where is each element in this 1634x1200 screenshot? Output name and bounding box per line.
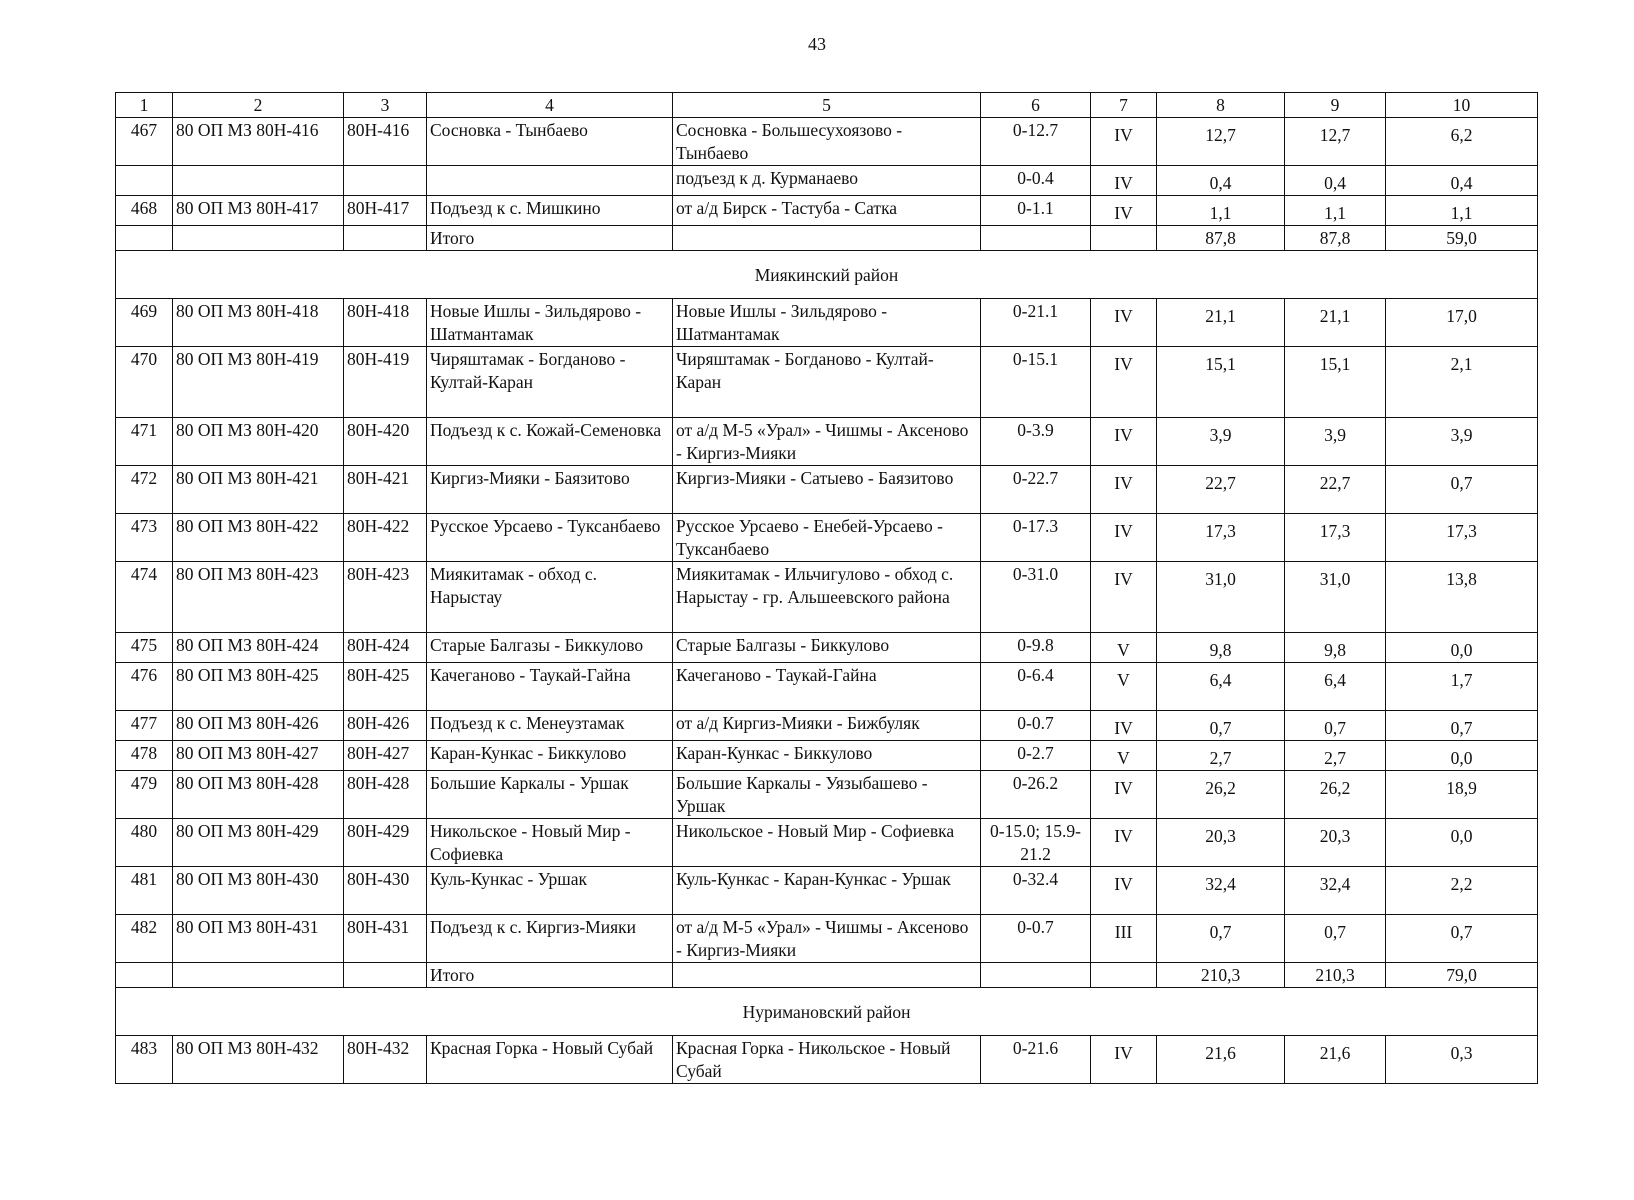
road-km: 0-22.7	[981, 466, 1091, 514]
road-code: 80 ОП МЗ 80Н-418	[173, 299, 344, 347]
road-code: 80 ОП МЗ 80Н-420	[173, 418, 344, 466]
road-km: 0-26.2	[981, 771, 1091, 819]
header-cell: 1	[116, 93, 173, 118]
table-row	[116, 633, 1538, 663]
header-cell: 3	[344, 93, 427, 118]
road-category: IV	[1091, 118, 1157, 166]
road-code: 80 ОП МЗ 80Н-422	[173, 514, 344, 562]
length-col9: 0,4	[1285, 166, 1386, 196]
length-col10: 2,2	[1386, 867, 1538, 915]
road-short-code: 80Н-424	[344, 633, 427, 663]
table-row	[116, 711, 1538, 741]
road-name: Чиряштамак - Богданово - Култай-Каран	[427, 347, 673, 418]
empty-cell	[116, 226, 173, 251]
length-col10: 2,1	[1386, 347, 1538, 418]
road-code: 80 ОП МЗ 80Н-416	[173, 118, 344, 166]
row-number: 483	[116, 1036, 173, 1084]
row-number: 477	[116, 711, 173, 741]
road-code: 80 ОП МЗ 80Н-423	[173, 562, 344, 633]
row-number: 467	[116, 118, 173, 166]
row-number	[116, 166, 173, 196]
row-number: 479	[116, 771, 173, 819]
table-row	[116, 196, 1538, 226]
header-row	[116, 93, 1538, 118]
road-category: IV	[1091, 562, 1157, 633]
total-col8: 87,8	[1157, 226, 1285, 251]
total-col9: 87,8	[1285, 226, 1386, 251]
road-name: Миякитамак - обход с. Нарыстау	[427, 562, 673, 633]
road-category: IV	[1091, 771, 1157, 819]
road-name: Никольское - Новый Мир - Софиевка	[427, 819, 673, 867]
road-category: IV	[1091, 514, 1157, 562]
road-name: Русское Урсаево - Туксанбаево	[427, 514, 673, 562]
row-number: 478	[116, 741, 173, 771]
header-cell: 2	[173, 93, 344, 118]
total-label: Итого	[427, 226, 673, 251]
header-cell: 4	[427, 93, 673, 118]
row-number: 473	[116, 514, 173, 562]
row-number: 471	[116, 418, 173, 466]
row-number: 480	[116, 819, 173, 867]
length-col10: 0,7	[1386, 711, 1538, 741]
road-name: Подъезд к с. Кожай-Семеновка	[427, 418, 673, 466]
empty-cell	[673, 226, 981, 251]
length-col9: 31,0	[1285, 562, 1386, 633]
road-name: Сосновка - Тынбаево	[427, 118, 673, 166]
length-col8: 3,9	[1157, 418, 1285, 466]
length-col10: 3,9	[1386, 418, 1538, 466]
road-route: Миякитамак - Ильчигулово - обход с. Нарыстау - гр. Альшеевского района	[673, 562, 981, 633]
empty-cell	[344, 963, 427, 988]
table-row	[116, 915, 1538, 963]
road-route: Сосновка - Большесухоязово - Тынбаево	[673, 118, 981, 166]
district-row	[116, 251, 1538, 299]
empty-cell	[1091, 226, 1157, 251]
road-short-code: 80Н-418	[344, 299, 427, 347]
table-row	[116, 867, 1538, 915]
road-route: от а/д М-5 «Урал» - Чишмы - Аксеново - Киргиз-Мияки	[673, 418, 981, 466]
road-name: Красная Горка - Новый Субай	[427, 1036, 673, 1084]
length-col9: 0,7	[1285, 915, 1386, 963]
length-col10: 17,0	[1386, 299, 1538, 347]
road-short-code: 80Н-416	[344, 118, 427, 166]
road-route: Новые Ишлы - Зильдярово - Шатмантамак	[673, 299, 981, 347]
road-km: 0-1.1	[981, 196, 1091, 226]
road-category: III	[1091, 915, 1157, 963]
length-col9: 9,8	[1285, 633, 1386, 663]
road-km: 0-32.4	[981, 867, 1091, 915]
road-category: IV	[1091, 166, 1157, 196]
road-km: 0-0.7	[981, 915, 1091, 963]
road-category: IV	[1091, 418, 1157, 466]
road-name: Подъезд к с. Менеузтамак	[427, 711, 673, 741]
length-col10: 1,7	[1386, 663, 1538, 711]
road-category: IV	[1091, 299, 1157, 347]
road-category: V	[1091, 633, 1157, 663]
length-col9: 26,2	[1285, 771, 1386, 819]
length-col9: 32,4	[1285, 867, 1386, 915]
road-code: 80 ОП МЗ 80Н-419	[173, 347, 344, 418]
length-col10: 0,7	[1386, 466, 1538, 514]
road-name: Новые Ишлы - Зильдярово - Шатмантамак	[427, 299, 673, 347]
length-col8: 22,7	[1157, 466, 1285, 514]
header-cell: 6	[981, 93, 1091, 118]
road-code: 80 ОП МЗ 80Н-427	[173, 741, 344, 771]
road-short-code: 80Н-425	[344, 663, 427, 711]
table-body	[116, 93, 1538, 1084]
road-category: IV	[1091, 347, 1157, 418]
length-col8: 12,7	[1157, 118, 1285, 166]
length-col9: 1,1	[1285, 196, 1386, 226]
road-code: 80 ОП МЗ 80Н-431	[173, 915, 344, 963]
length-col8: 21,6	[1157, 1036, 1285, 1084]
total-col10: 79,0	[1386, 963, 1538, 988]
road-route: Русское Урсаево - Енебей-Урсаево - Туксанбаево	[673, 514, 981, 562]
road-km: 0-3.9	[981, 418, 1091, 466]
length-col8: 0,7	[1157, 915, 1285, 963]
empty-cell	[173, 226, 344, 251]
length-col8: 1,1	[1157, 196, 1285, 226]
length-col10: 0,7	[1386, 915, 1538, 963]
road-short-code: 80Н-421	[344, 466, 427, 514]
road-category: IV	[1091, 1036, 1157, 1084]
table-row	[116, 466, 1538, 514]
length-col9: 3,9	[1285, 418, 1386, 466]
road-route: от а/д М-5 «Урал» - Чишмы - Аксеново - Киргиз-Мияки	[673, 915, 981, 963]
road-km: 0-21.1	[981, 299, 1091, 347]
table-row	[116, 514, 1538, 562]
road-km: 0-0.7	[981, 711, 1091, 741]
length-col10: 0,3	[1386, 1036, 1538, 1084]
length-col9: 22,7	[1285, 466, 1386, 514]
road-short-code: 80Н-422	[344, 514, 427, 562]
road-code: 80 ОП МЗ 80Н-432	[173, 1036, 344, 1084]
length-col8: 9,8	[1157, 633, 1285, 663]
page-number: 43	[808, 34, 826, 54]
row-number: 474	[116, 562, 173, 633]
total-col8: 210,3	[1157, 963, 1285, 988]
table-row	[116, 347, 1538, 418]
length-col8: 17,3	[1157, 514, 1285, 562]
road-code: 80 ОП МЗ 80Н-421	[173, 466, 344, 514]
header-cell: 9	[1285, 93, 1386, 118]
road-name: Старые Балгазы - Биккулово	[427, 633, 673, 663]
total-col10: 59,0	[1386, 226, 1538, 251]
road-name: Подъезд к с. Мишкино	[427, 196, 673, 226]
empty-cell	[173, 963, 344, 988]
road-category: IV	[1091, 196, 1157, 226]
road-km: 0-15.0; 15.9-21.2	[981, 819, 1091, 867]
roads-table	[115, 92, 1538, 1084]
length-col10: 1,1	[1386, 196, 1538, 226]
road-category: IV	[1091, 819, 1157, 867]
road-km: 0-21.6	[981, 1036, 1091, 1084]
road-km: 0-6.4	[981, 663, 1091, 711]
table-row	[116, 299, 1538, 347]
road-route: подъезд к д. Курманаево	[673, 166, 981, 196]
length-col8: 32,4	[1157, 867, 1285, 915]
table-row	[116, 819, 1538, 867]
road-category: IV	[1091, 867, 1157, 915]
road-km: 0-0.4	[981, 166, 1091, 196]
road-code	[173, 166, 344, 196]
table-row	[116, 418, 1538, 466]
table-row	[116, 166, 1538, 196]
table-row	[116, 663, 1538, 711]
road-short-code: 80Н-432	[344, 1036, 427, 1084]
length-col9: 20,3	[1285, 819, 1386, 867]
table-row	[116, 771, 1538, 819]
road-short-code: 80Н-428	[344, 771, 427, 819]
road-route: Киргиз-Мияки - Сатыево - Баязитово	[673, 466, 981, 514]
road-name: Каран-Кункас - Биккулово	[427, 741, 673, 771]
row-number: 476	[116, 663, 173, 711]
road-category: V	[1091, 741, 1157, 771]
road-code: 80 ОП МЗ 80Н-426	[173, 711, 344, 741]
road-category: V	[1091, 663, 1157, 711]
road-short-code: 80Н-423	[344, 562, 427, 633]
road-code: 80 ОП МЗ 80Н-417	[173, 196, 344, 226]
road-route: Чиряштамак - Богданово - Култай-Каран	[673, 347, 981, 418]
road-km: 0-15.1	[981, 347, 1091, 418]
road-name: Большие Каркалы - Уршак	[427, 771, 673, 819]
road-category: IV	[1091, 711, 1157, 741]
length-col9: 2,7	[1285, 741, 1386, 771]
road-name: Качеганово - Таукай-Гайна	[427, 663, 673, 711]
road-name: Киргиз-Мияки - Баязитово	[427, 466, 673, 514]
header-cell: 7	[1091, 93, 1157, 118]
road-short-code: 80Н-419	[344, 347, 427, 418]
row-number: 482	[116, 915, 173, 963]
road-km: 0-2.7	[981, 741, 1091, 771]
district-name: Нуримановский район	[116, 988, 1538, 1036]
empty-cell	[116, 963, 173, 988]
road-category: IV	[1091, 466, 1157, 514]
length-col10: 0,0	[1386, 741, 1538, 771]
road-route: от а/д Бирск - Тастуба - Сатка	[673, 196, 981, 226]
road-km: 0-31.0	[981, 562, 1091, 633]
road-short-code: 80Н-431	[344, 915, 427, 963]
row-number: 468	[116, 196, 173, 226]
road-name: Куль-Кункас - Уршак	[427, 867, 673, 915]
length-col10: 13,8	[1386, 562, 1538, 633]
road-route: Большие Каркалы - Уязыбашево - Уршак	[673, 771, 981, 819]
road-code: 80 ОП МЗ 80Н-425	[173, 663, 344, 711]
header-cell: 10	[1386, 93, 1538, 118]
empty-cell	[981, 226, 1091, 251]
length-col8: 15,1	[1157, 347, 1285, 418]
length-col10: 0,0	[1386, 633, 1538, 663]
table-row	[116, 118, 1538, 166]
length-col9: 6,4	[1285, 663, 1386, 711]
length-col8: 0,7	[1157, 711, 1285, 741]
length-col10: 6,2	[1386, 118, 1538, 166]
total-row	[116, 963, 1538, 988]
table-row	[116, 741, 1538, 771]
road-route: от а/д Киргиз-Мияки - Бижбуляк	[673, 711, 981, 741]
length-col9: 12,7	[1285, 118, 1386, 166]
length-col8: 0,4	[1157, 166, 1285, 196]
total-col9: 210,3	[1285, 963, 1386, 988]
empty-cell	[981, 963, 1091, 988]
length-col9: 21,6	[1285, 1036, 1386, 1084]
road-code: 80 ОП МЗ 80Н-424	[173, 633, 344, 663]
road-route: Красная Горка - Никольское - Новый Субай	[673, 1036, 981, 1084]
road-short-code: 80Н-427	[344, 741, 427, 771]
length-col9: 15,1	[1285, 347, 1386, 418]
table-row	[116, 562, 1538, 633]
empty-cell	[344, 226, 427, 251]
road-short-code: 80Н-430	[344, 867, 427, 915]
road-short-code: 80Н-429	[344, 819, 427, 867]
length-col10: 17,3	[1386, 514, 1538, 562]
total-label: Итого	[427, 963, 673, 988]
road-short-code: 80Н-417	[344, 196, 427, 226]
length-col8: 20,3	[1157, 819, 1285, 867]
district-name: Миякинский район	[116, 251, 1538, 299]
row-number: 475	[116, 633, 173, 663]
road-code: 80 ОП МЗ 80Н-428	[173, 771, 344, 819]
row-number: 481	[116, 867, 173, 915]
road-route: Каран-Кункас - Биккулово	[673, 741, 981, 771]
length-col10: 0,4	[1386, 166, 1538, 196]
road-name: Подъезд к с. Киргиз-Мияки	[427, 915, 673, 963]
table-row	[116, 1036, 1538, 1084]
length-col9: 17,3	[1285, 514, 1386, 562]
road-km: 0-9.8	[981, 633, 1091, 663]
length-col8: 31,0	[1157, 562, 1285, 633]
row-number: 470	[116, 347, 173, 418]
length-col10: 0,0	[1386, 819, 1538, 867]
road-code: 80 ОП МЗ 80Н-430	[173, 867, 344, 915]
row-number: 472	[116, 466, 173, 514]
road-short-code: 80Н-420	[344, 418, 427, 466]
length-col8: 2,7	[1157, 741, 1285, 771]
district-row	[116, 988, 1538, 1036]
road-route: Куль-Кункас - Каран-Кункас - Уршак	[673, 867, 981, 915]
road-route: Старые Балгазы - Биккулово	[673, 633, 981, 663]
length-col8: 6,4	[1157, 663, 1285, 711]
header-cell: 5	[673, 93, 981, 118]
road-route: Никольское - Новый Мир - Софиевка	[673, 819, 981, 867]
empty-cell	[1091, 963, 1157, 988]
length-col9: 0,7	[1285, 711, 1386, 741]
road-route: Качеганово - Таукай-Гайна	[673, 663, 981, 711]
road-code: 80 ОП МЗ 80Н-429	[173, 819, 344, 867]
road-name	[427, 166, 673, 196]
row-number: 469	[116, 299, 173, 347]
length-col8: 26,2	[1157, 771, 1285, 819]
empty-cell	[673, 963, 981, 988]
header-cell: 8	[1157, 93, 1285, 118]
total-row	[116, 226, 1538, 251]
length-col9: 21,1	[1285, 299, 1386, 347]
road-km: 0-12.7	[981, 118, 1091, 166]
length-col8: 21,1	[1157, 299, 1285, 347]
road-km: 0-17.3	[981, 514, 1091, 562]
road-short-code: 80Н-426	[344, 711, 427, 741]
road-short-code	[344, 166, 427, 196]
length-col10: 18,9	[1386, 771, 1538, 819]
